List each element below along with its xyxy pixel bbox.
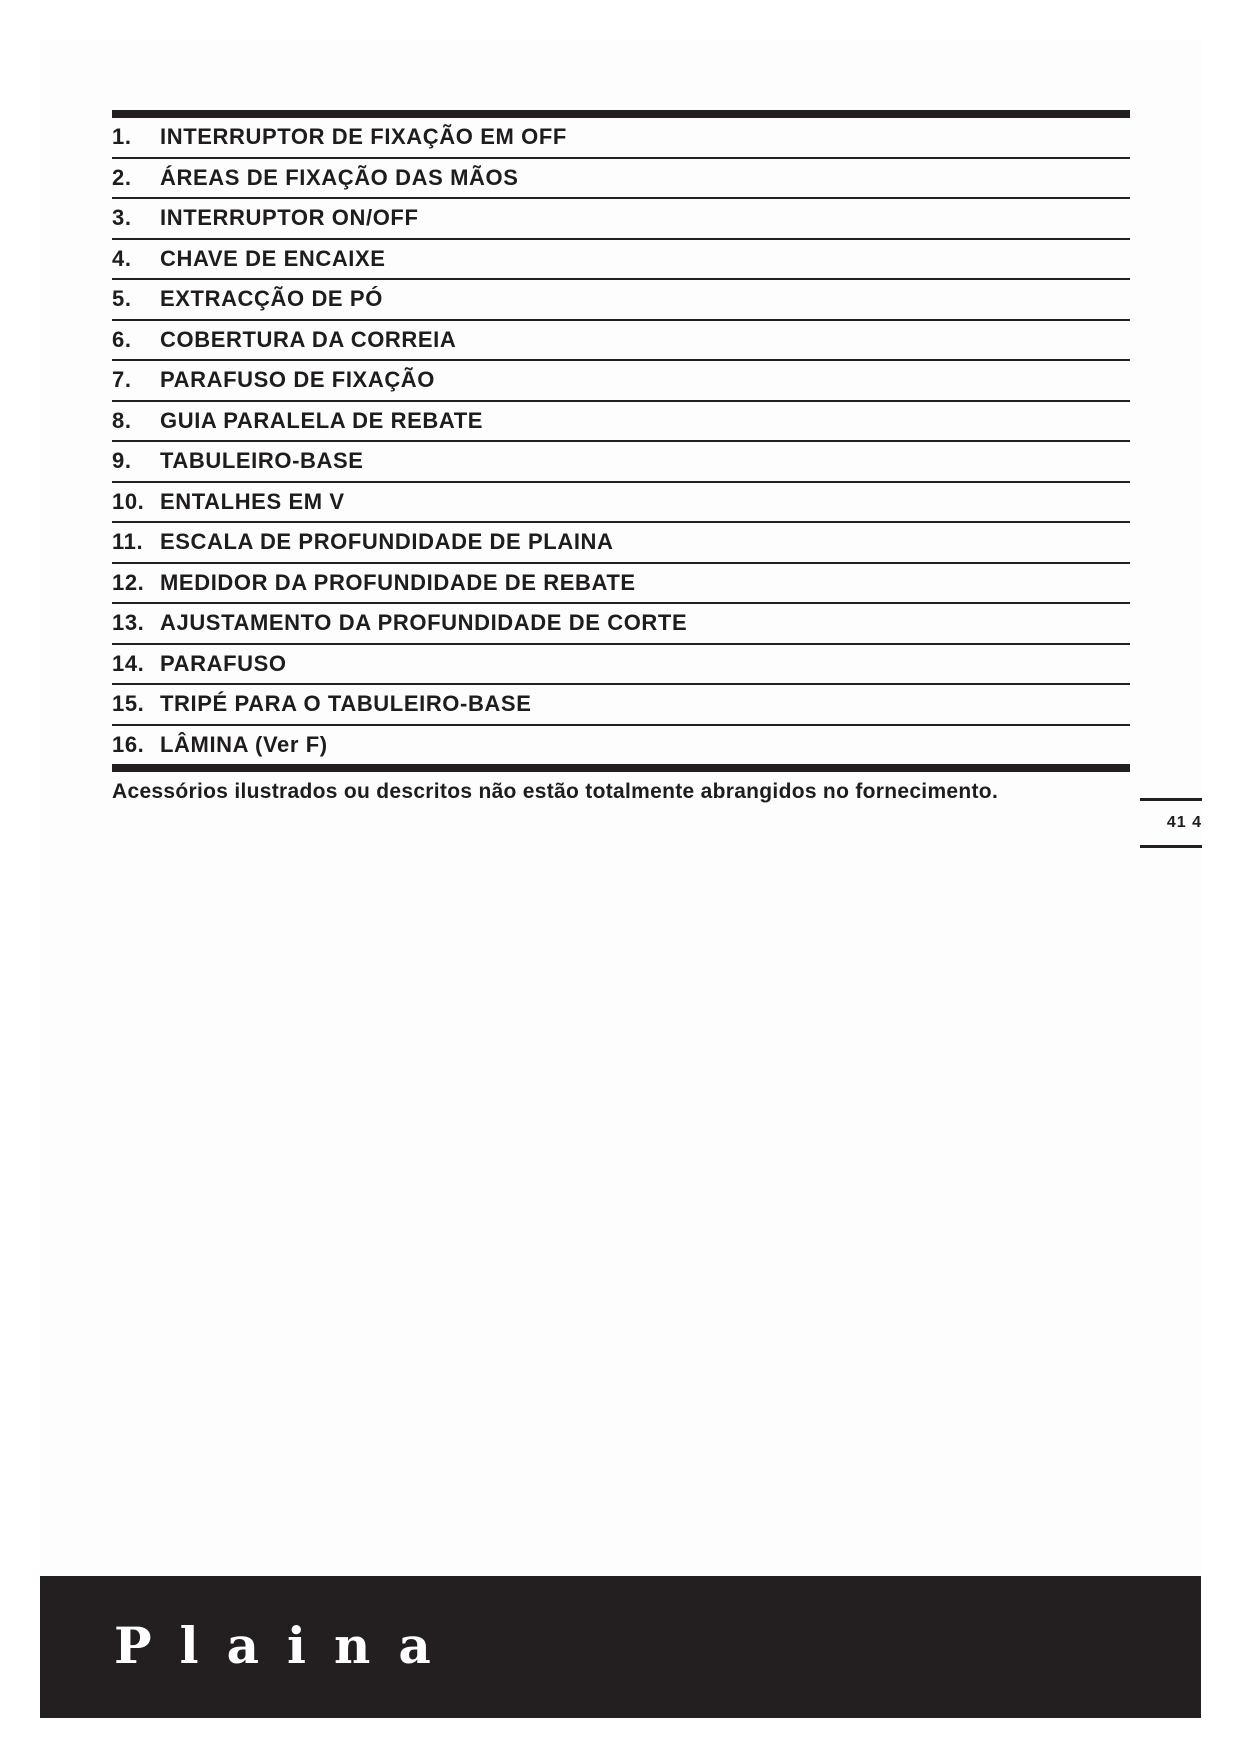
item-label: ENTALHES EM V: [160, 488, 345, 514]
parts-list: [112, 110, 1130, 772]
parts-list-item: [112, 726, 1130, 765]
parts-list-item: [112, 159, 1130, 200]
item-number: 3.: [112, 205, 132, 231]
item-number: 11.: [112, 529, 144, 555]
item-label: PARAFUSO DE FIXAÇÃO: [160, 367, 436, 393]
parts-list-item: [112, 645, 1130, 686]
parts-list-item: [112, 442, 1130, 483]
item-number: 13.: [112, 610, 145, 636]
item-label: EXTRACÇÃO DE PÓ: [160, 286, 383, 312]
item-label: COBERTURA DA CORREIA: [160, 326, 457, 352]
item-label: MEDIDOR DA PROFUNDIDADE DE REBATE: [160, 569, 636, 595]
item-number: 8.: [112, 407, 132, 433]
parts-list-item: [112, 564, 1130, 605]
page-number-box: [1140, 798, 1202, 848]
item-number: 9.: [112, 448, 132, 474]
item-label: CHAVE DE ENCAIXE: [160, 245, 386, 271]
parts-list-item: [112, 685, 1130, 726]
parts-list-item: [112, 604, 1130, 645]
item-label: LÂMINA (Ver F): [160, 731, 328, 757]
parts-list-item: [112, 240, 1130, 281]
parts-list-item: [112, 321, 1130, 362]
accessories-note: Acessórios ilustrados ou descritos não estão totalmente abrangidos no fornecimento.: [112, 780, 999, 803]
parts-list-item: [112, 280, 1130, 321]
item-label: GUIA PARALELA DE REBATE: [160, 407, 484, 433]
footer-band: [40, 1576, 1201, 1718]
item-label: INTERRUPTOR ON/OFF: [160, 205, 419, 231]
item-number: 14.: [112, 650, 145, 676]
item-label: ESCALA DE PROFUNDIDADE DE PLAINA: [160, 529, 614, 555]
item-number: 12.: [112, 569, 145, 595]
footer-title: Plaina: [114, 1616, 459, 1675]
item-label: INTERRUPTOR DE FIXAÇÃO EM OFF: [160, 124, 567, 150]
item-label: AJUSTAMENTO DA PROFUNDIDADE DE CORTE: [160, 610, 688, 636]
parts-list-item: [112, 118, 1130, 159]
item-number: 16.: [112, 731, 145, 757]
item-number: 6.: [112, 326, 132, 352]
item-number: 4.: [112, 245, 132, 271]
parts-list-item: [112, 199, 1130, 240]
parts-list-item: [112, 483, 1130, 524]
item-number: 10.: [112, 488, 145, 514]
item-label: ÁREAS DE FIXAÇÃO DAS MÃOS: [160, 164, 519, 190]
item-label: TRIPÉ PARA O TABULEIRO-BASE: [160, 691, 532, 717]
parts-list-item: [112, 361, 1130, 402]
parts-list-item: [112, 402, 1130, 443]
item-number: 5.: [112, 286, 132, 312]
parts-list-item: [112, 523, 1130, 564]
item-label: PARAFUSO: [160, 650, 287, 676]
item-number: 15.: [112, 691, 145, 717]
item-number: 2.: [112, 164, 132, 190]
item-number: 1.: [112, 124, 132, 150]
item-number: 7.: [112, 367, 132, 393]
page-number: 41 4: [1166, 814, 1202, 831]
item-label: TABULEIRO-BASE: [160, 448, 364, 474]
